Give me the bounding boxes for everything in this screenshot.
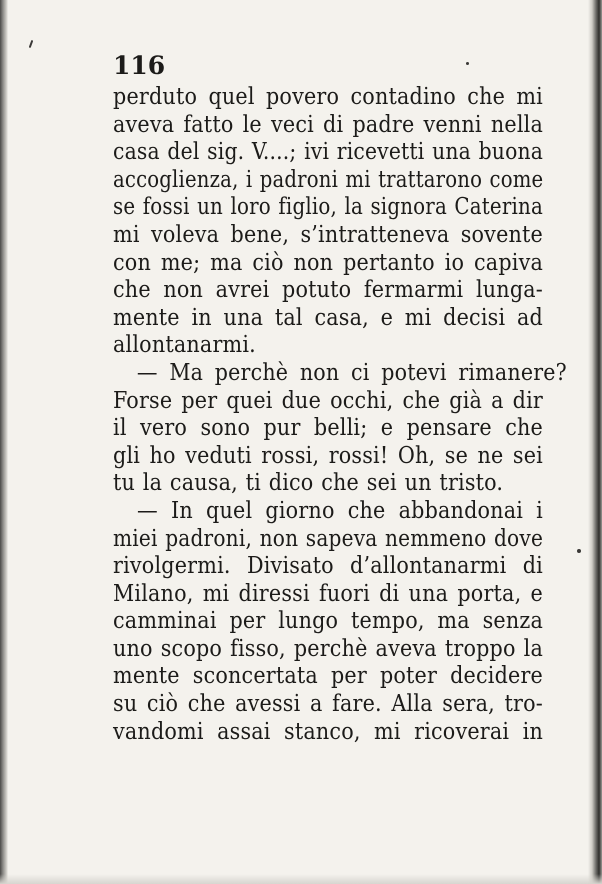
text-line: che non avrei potuto fermarmi lunga-: [113, 277, 543, 304]
text-line: — Ma perchè non ci potevi rimanere?: [136, 359, 567, 386]
text-line: accoglienza, i padroni mi trattarono come: [113, 166, 544, 193]
text-line: il vero sono pur belli; e pensare che: [113, 415, 543, 442]
ink-speck: [466, 62, 469, 65]
text-line: con me; ma ciò non pertanto io capiva: [113, 249, 543, 276]
ink-speck: [29, 40, 34, 48]
text-line: aveva fatto le veci di padre venni nella: [113, 111, 543, 138]
text-line: su ciò che avessi a fare. Alla sera, tro-: [113, 691, 543, 718]
text-line: camminai per lungo tempo, ma senza: [113, 608, 543, 635]
text-line: se fossi un loro figlio, la signora Caterina: [113, 194, 543, 221]
text-line: Forse per quei due occhi, che già a dir: [113, 387, 543, 414]
text-line: allontanarmi.: [113, 332, 256, 359]
text-line: vandomi assai stanco, mi ricoverai in: [113, 718, 543, 745]
text-line: casa del sig. V....; ivi ricevetti una buona: [113, 139, 544, 166]
body-text: [113, 84, 567, 746]
text-line: — In quel giorno che abbandonai i: [137, 497, 543, 524]
text-line: gli ho veduti rossi, rossi! Oh, se ne sei: [113, 442, 543, 469]
text-line: mente in una tal casa, e mi decisi ad: [113, 304, 543, 331]
text-line: mi voleva bene, s’intratteneva sovente: [113, 221, 543, 248]
text-line: mente sconcertata per poter decidere: [113, 663, 543, 690]
text-line: tu la causa, ti dico che sei un tristo.: [113, 470, 504, 497]
text-line: Milano, mi diressi fuori di una porta, e: [113, 580, 543, 607]
text-line: rivolgermi. Divisato d’allontanarmi di: [113, 553, 543, 580]
page-number: 116: [113, 51, 166, 80]
page-edge-right: [588, 0, 602, 884]
text-line: miei padroni, non sapeva nemmeno dove: [113, 525, 544, 552]
binding-edge: [0, 0, 8, 884]
text-line: uno scopo fisso, perchè aveva troppo la: [113, 635, 543, 662]
text-line: perduto quel povero contadino che mi: [113, 84, 543, 110]
page-edge-bottom: [0, 874, 602, 884]
ink-speck: [577, 549, 581, 553]
